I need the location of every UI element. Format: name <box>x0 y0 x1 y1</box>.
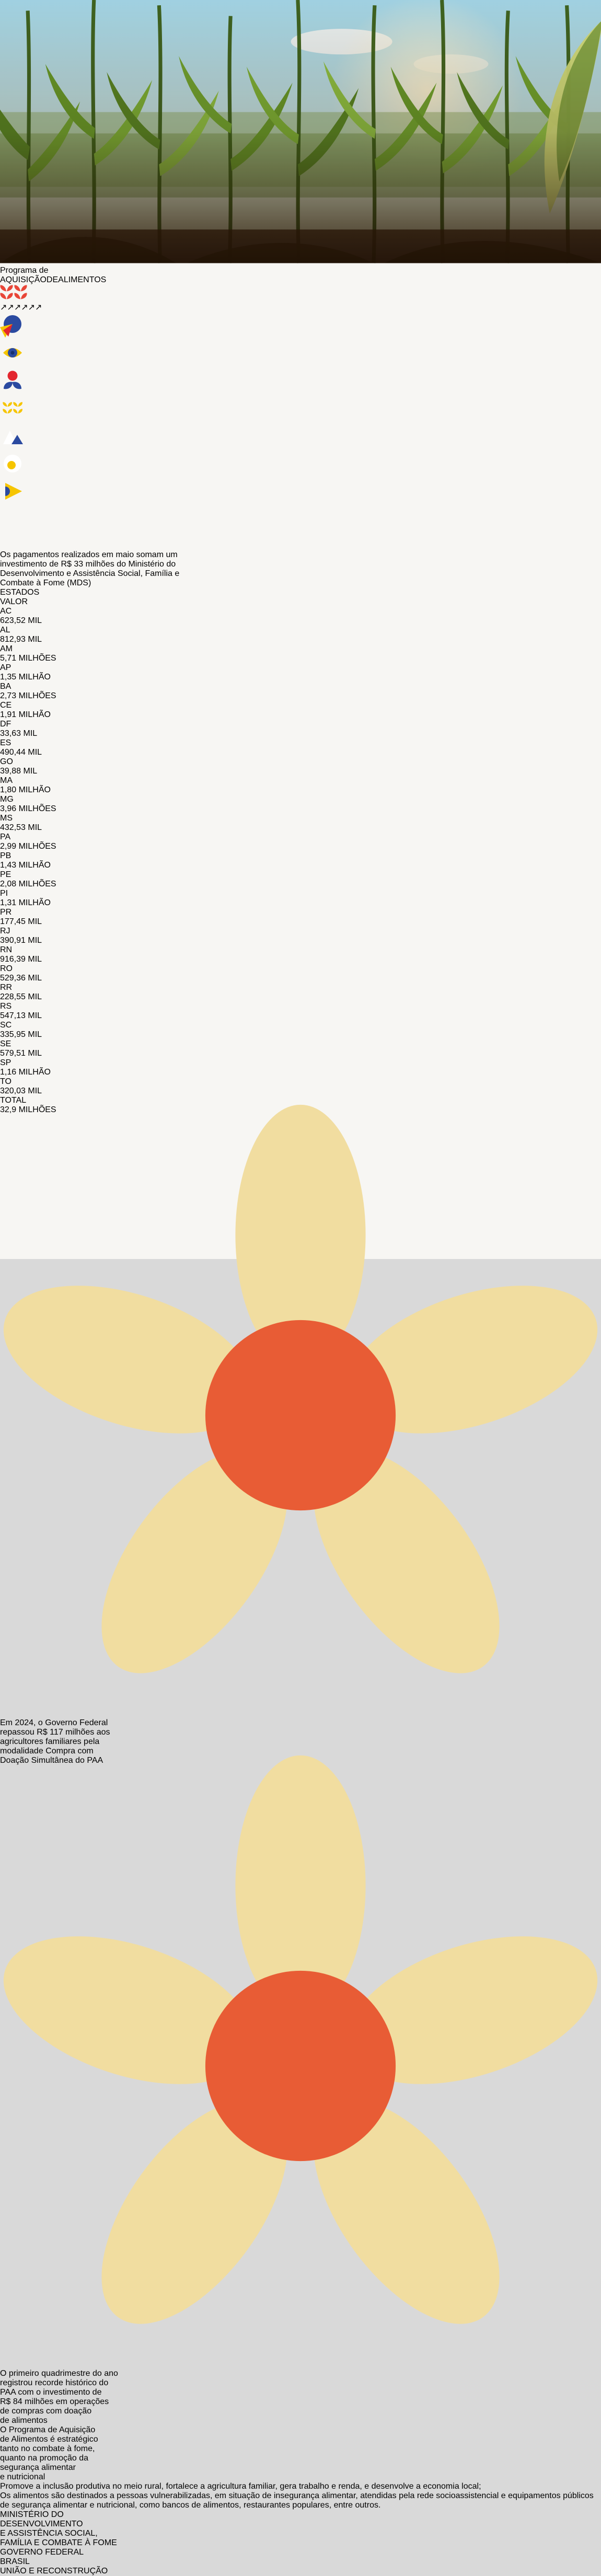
state-value: 5,71 MILHÕES <box>0 653 56 663</box>
table-row <box>0 908 601 927</box>
fact-line: Em 2024, o Governo Federal <box>0 1718 108 1727</box>
table-row <box>0 945 601 964</box>
state-value: 812,93 MIL <box>0 634 42 644</box>
ministry-signature <box>0 2510 601 2548</box>
eye-icon <box>0 340 601 368</box>
table-row <box>0 757 601 776</box>
state-value: 579,51 MIL <box>0 1048 42 1058</box>
fact-bullet-2 <box>0 2369 601 2425</box>
state-value: 1,91 MILHÃO <box>0 710 51 719</box>
state-value: 623,52 MIL <box>0 616 42 625</box>
benefit-bullet-2: Os alimentos são destinados a pessoas vulnerabilizadas, em situação de insegurança alimentar, atendidas pela rede socioassistencial e equipamentos públicos de segurança alimentar e nutricional, como bancos de alimentos, restaurantes populares, entre outros. <box>0 2491 594 2510</box>
table-row <box>0 983 601 1002</box>
state-code: PA <box>0 832 11 841</box>
intro-line-4: Combate à Fome (MDS) <box>0 578 91 587</box>
ministry-line: E ASSISTÊNCIA SOCIAL, <box>0 2528 98 2538</box>
brasil-letter: L <box>25 2557 30 2566</box>
edge-bar <box>0 514 10 521</box>
strategy-quote <box>0 2425 601 2482</box>
fact-line: O primeiro quadrimestre do ano <box>0 2369 118 2378</box>
state-code: SE <box>0 1039 11 1048</box>
state-value: 228,55 MIL <box>0 992 42 1001</box>
state-code: AL <box>0 625 10 634</box>
state-code: RR <box>0 983 13 992</box>
table-row <box>0 927 601 945</box>
table-row <box>0 814 601 833</box>
quote-line: O Programa de Aquisição <box>0 2425 96 2434</box>
ministry-line: FAMÍLIA E COMBATE À FOME <box>0 2538 117 2547</box>
state-code: TO <box>0 1077 11 1086</box>
table-row <box>0 870 601 889</box>
state-code: RN <box>0 945 13 954</box>
state-code: SC <box>0 1020 12 1030</box>
state-code: GO <box>0 757 13 766</box>
intro-line-1: Os pagamentos realizados em maio somam um <box>0 550 178 559</box>
state-code: MS <box>0 813 13 823</box>
brasil-letter: A <box>11 2557 17 2566</box>
state-code: CE <box>0 700 12 710</box>
amount-84-millions: R$ 84 milhões <box>0 2397 54 2406</box>
fact-line: de alimentos <box>0 2416 48 2425</box>
state-code: MA <box>0 776 13 785</box>
state-code: PB <box>0 851 11 860</box>
table-row <box>0 1077 601 1096</box>
state-code: AP <box>0 663 11 672</box>
state-value: 916,39 MIL <box>0 954 42 964</box>
ministry-line: DESENVOLVIMENTO <box>0 2519 83 2528</box>
mountains-icon <box>0 423 601 451</box>
fact-line: modalidade Compra com <box>0 1746 94 1755</box>
state-code: DF <box>0 719 11 729</box>
fact-line: PAA com o investimento de <box>0 2387 102 2397</box>
state-code: RO <box>0 964 13 973</box>
quote-line: tanto no combate à fome, <box>0 2444 95 2453</box>
edge-bar <box>0 521 20 528</box>
state-value: 547,13 MIL <box>0 1011 42 1020</box>
fact-line: de compras com doação <box>0 2406 92 2416</box>
quote-line: e nutricional <box>0 2472 45 2481</box>
state-code: BA <box>0 681 11 691</box>
intro-line <box>0 579 601 588</box>
fact-line: registrou recorde histórico do <box>0 2378 109 2387</box>
arrows-icon: ↗↗↗↗↗↗ <box>0 303 42 312</box>
brasil-letter: B <box>0 2557 6 2566</box>
seeds-icon <box>0 396 601 423</box>
table-row <box>0 964 601 983</box>
intro-text <box>0 550 601 588</box>
state-code: PE <box>0 870 11 879</box>
intro-line <box>0 550 601 560</box>
quote-line: de Alimentos é estratégico <box>0 2434 98 2444</box>
table-row <box>0 1039 601 1058</box>
table-row <box>0 720 601 738</box>
state-code: AM <box>0 644 13 653</box>
gov-tagline: UNIÃO E RECONSTRUÇÃO <box>0 2566 108 2575</box>
table-row <box>0 776 601 795</box>
table-row <box>0 663 601 682</box>
intro-line <box>0 560 601 569</box>
hero-title-word1: AQUISIÇÃO <box>0 275 47 284</box>
state-value: 320,03 MIL <box>0 1086 42 1095</box>
state-value: 529,36 MIL <box>0 973 42 983</box>
table-row <box>0 701 601 720</box>
paa-leaves-icon <box>0 285 27 299</box>
hero-title-word3: ALIMENTOS <box>58 275 107 284</box>
state-value: 39,88 MIL <box>0 766 38 776</box>
fact-line: R$ 84 milhões em operações <box>0 2397 109 2406</box>
amount-117-millions: R$ 117 milhões <box>37 1727 95 1737</box>
circle-icon <box>0 313 601 340</box>
edge-bar <box>0 506 20 514</box>
gov-pictogram-strip <box>0 302 601 506</box>
fact-line: Doação Simultânea do PAA <box>0 1755 103 1765</box>
state-code: RS <box>0 1001 12 1011</box>
governo-federal-logo <box>0 2548 601 2576</box>
state-code: RJ <box>0 926 10 935</box>
table-row <box>0 682 601 701</box>
states-table-body <box>0 607 601 1096</box>
fact-line: repassou R$ 117 milhões aos <box>0 1727 110 1737</box>
state-value: 3,96 MILHÕES <box>0 804 56 813</box>
state-code: MG <box>0 794 14 804</box>
edge-bar <box>0 528 20 536</box>
state-value: 33,63 MIL <box>0 729 38 738</box>
state-value: 1,43 MILHÃO <box>0 860 51 870</box>
state-value: 2,73 MILHÕES <box>0 691 56 700</box>
table-row <box>0 833 601 851</box>
state-value: 177,45 MIL <box>0 917 42 926</box>
table-row <box>0 607 601 626</box>
intro-line-3: Desenvolvimento e Assistência Social, Família e <box>0 569 180 578</box>
edge-bar <box>0 536 10 543</box>
fact-line: agricultores familiares pela <box>0 1737 100 1746</box>
brasil-wordmark <box>0 2557 601 2567</box>
paa-logo-badge <box>0 285 601 302</box>
state-value: 432,53 MIL <box>0 823 42 832</box>
ministry-line: MINISTÉRIO DO <box>0 2510 64 2519</box>
flag-icon <box>0 479 601 506</box>
state-value: 335,95 MIL <box>0 1030 42 1039</box>
investment-banner <box>0 506 601 550</box>
brasil-letter: I <box>22 2557 26 2566</box>
quote-line: segurança alimentar <box>0 2463 76 2472</box>
corn-field-illustration <box>0 0 601 263</box>
table-row <box>0 644 601 663</box>
hero-title-word2: DE <box>46 275 59 284</box>
state-value: 490,44 MIL <box>0 747 42 757</box>
table-header-estados: ESTADOS <box>0 587 40 597</box>
intro-line <box>0 569 601 579</box>
table-row <box>0 1002 601 1021</box>
table-header-valor: VALOR <box>0 597 28 606</box>
quote-line: quanto na promoção da <box>0 2453 89 2463</box>
intro-amount-highlight: investimento de R$ 33 milhões <box>0 559 114 569</box>
gov-label: GOVERNO FEDERAL <box>0 2547 84 2557</box>
state-code: PR <box>0 907 12 917</box>
edge-bar <box>0 543 20 550</box>
table-row <box>0 1021 601 1039</box>
state-value: 1,31 MILHÃO <box>0 898 51 907</box>
state-value: 2,99 MILHÕES <box>0 841 56 851</box>
table-row <box>0 738 601 757</box>
benefit-bullet-1: Promove a inclusão produtiva no meio rural, fortalece a agricultura familiar, gera trabalho e renda, e desenvolve a economia local; <box>0 2481 481 2491</box>
brasil-letter: S <box>17 2557 23 2566</box>
table-row <box>0 795 601 814</box>
state-code: SP <box>0 1058 11 1067</box>
total-label: TOTAL <box>0 1095 27 1105</box>
total-value: 32,9 MILHÕES <box>0 1105 56 1114</box>
brasil-letter: R <box>5 2557 12 2566</box>
corn-field-photo <box>0 0 601 285</box>
table-row <box>0 1058 601 1077</box>
state-value: 1,35 MILHÃO <box>0 672 51 681</box>
state-value: 1,80 MILHÃO <box>0 785 51 794</box>
table-row <box>0 851 601 870</box>
egg-icon <box>0 451 601 479</box>
state-value: 390,91 MIL <box>0 935 42 945</box>
state-value: 1,16 MILHÃO <box>0 1067 51 1077</box>
flower-bullet-icon <box>0 1765 601 2366</box>
hero-subtitle: Programa de <box>0 265 49 275</box>
flower-sprout-icon <box>0 368 601 396</box>
intro-line-2: do Ministério do <box>114 559 176 569</box>
state-value: 2,08 MILHÕES <box>0 879 56 888</box>
state-code: PI <box>0 888 8 898</box>
table-row <box>0 626 601 644</box>
hero-title <box>0 275 601 285</box>
flower-bullet-icon <box>0 1115 601 1716</box>
state-code: ES <box>0 738 11 747</box>
table-row <box>0 889 601 908</box>
state-code: AC <box>0 606 12 616</box>
